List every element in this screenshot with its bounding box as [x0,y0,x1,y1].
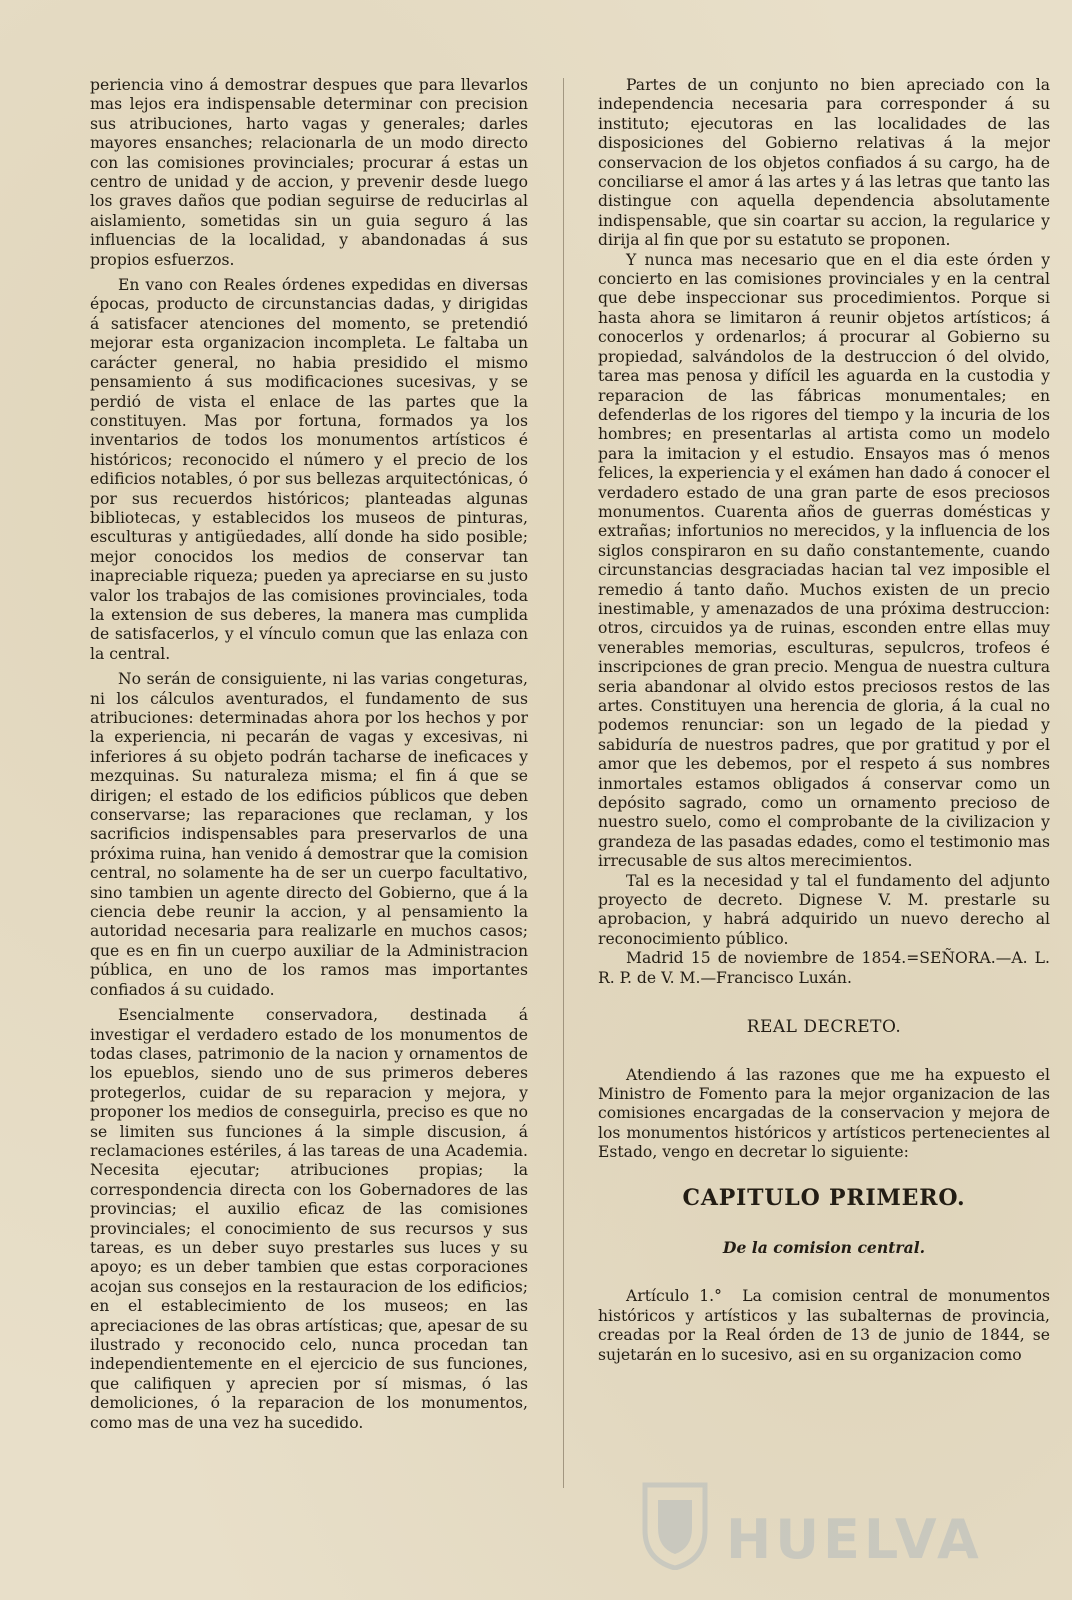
right-paragraph-1: Partes de un conjunto no bien apreciado con la independencia necesaria para corresponder á su instituto; ejecutoras en las localidades de las disposiciones del Gobierno relativas á la mejor conservacion de los objetos confiados á su cargo, ha de conciliarse el amor á las artes y á las letras que tanto las distingue con aquella dependencia absolutamente indispensable, que sin coartar su accion, la regularice y dirija al fin que por su estatuto se proponen. [598,76,1050,250]
article-1-label: Artículo 1.° [626,1287,722,1306]
section-title: De la comision central. [722,1237,926,1257]
column-divider [563,78,564,1488]
right-paragraph-2: Y nunca mas necesario que en el dia este órden y concierto en las comisiones provinciales y en la central que debe inspeccionar sus procedimientos. Porque si hasta ahora se limitaron á reunir objetos artísticos; á conocerlos y ordenarlos; á procurar al Gobierno su propiedad, salvándolos de la destruccion ó del olvido, tarea mas penosa y difícil les aguarda en la custodia y reparacion de las fábricas monumentales; en defenderlas de los rigores del tiempo y la incuria de los hombres; en presentarlas al artista como un modelo para la imitacion y el estudio. Ensayos mas ó menos felices, la experiencia y el exámen han dado á conocer el verdadero estado de una gran parte de esos preciosos monumentos. Cuarenta años de guerras domésticas y extrañas; infortunios no merecidos, y la influencia de los siglos conspiraron en su daño constantemente, cuando circunstancias desgraciadas hacian tal vez imposible el remedio á tanto daño. Muchos existen de un precio inestimable, y amenazados de una próxima destruccion: otros, circuidos ya de ruinas, esconden entre ellas muy venerables memorias, esculturas, sepulcros, trofeos é inscripciones de gran precio. Mengua de nuestra cultura seria abandonar al olvido estos preciosos restos de las artes. Constituyen una herencia de gloria, á la cual no podemos renunciar: son un legado de la piedad y sabiduría de nuestros padres, que por gratitud y por el amor que les debemos, por el respeto á sus nombres inmortales estamos obligados á conservar como un depósito sagrado, como un ornamento precioso de nuestro suelo, como el comprobante de la civilizacion y grandeza de las pasadas edades, como el testimonio mas irrecusable de sus altos merecimientos. [598,250,1050,871]
left-paragraph-2: En vano con Reales órdenes expedidas en diversas épocas, producto de circunstancias dadas, y dirigidas á satisfacer atenciones del momento, se pretendió mejorar esta organizacion incompleta. Le faltaba un carácter general, no habia presidido el mismo pensamiento á sus modificaciones sucesivas, y se perdió de vista el enlace de las partes que la constituyen. Mas por fortuna, formados ya los inventarios de todos los monumentos artísticos é históricos; reconocido el número y el precio de los edificios notables, ó por sus bellezas arquitectónicas, ó por sus recuerdos históricos; planteadas algunas bibliotecas, y establecidos los museos de pinturas, esculturas y antigüedades, allí donde ha sido posible; mejor conocidos los medios de conservar tan inapreciable riqueza; pueden ya apreciarse en su justo valor los trabajos de las comisiones provinciales, toda la extension de sus deberes, la manera mas cumplida de satisfacerlos, y el vínculo comun que las enlaza con la central. [90,276,528,663]
decree-intro: Atendiendo á las razones que me ha expuesto el Ministro de Fomento para la mejor organizacion de las comisiones encargadas de la conservacion y mejora de los monumentos históricos y artísticos pertenecientes al Estado, vengo en decretar lo siguiente: [598,1065,1050,1162]
right-paragraph-3: Tal es la necesidad y tal el fundamento del adjunto proyecto de decreto. Dignese V. M. prestarle su aprobacion, y habrá adquirido un nuevo derecho al reconocimiento público. [598,871,1050,948]
decree-title: REAL DECRETO. [746,1017,902,1038]
left-column [90,76,528,1433]
left-paragraph-3: No serán de consiguiente, ni las varias congeturas, ni los cálculos aventurados, el fundamento de sus atribuciones: determinadas ahora por los hechos y por la experiencia, ni pecarán de vagas y excesivas, ni inferiores á su objeto podrán tacharse de ineficaces y mezquinas. Su naturaleza misma; el fin á que se dirigen; el estado de los edificios públicos que deben conservarse; las reparaciones que reclaman, y los sacrificios indispensables para preservarlos de una próxima ruina, han venido á demostrar que la comision central, no solamente ha de ser un cuerpo facultativo, sino tambien un agente directo del Gobierno, que á la ciencia debe reunir la accion, y al pensamiento la autoridad necesaria para realizarle en muchos casos; que es en fin un cuerpo auxiliar de la Administracion pública, en uno de los ramos mas importantes confiados á su cuidado. [90,670,528,999]
library-watermark [630,1470,990,1580]
article-1-text: La comision central de monumentos históricos y artísticos y las subalternas de provincia, creadas por la Real órden de 13 de junio de 1844, se sujetarán en lo sucesivo, asi en su organizacion como [598,1287,1050,1364]
left-paragraph-1: periencia vino á demostrar despues que para llevarlos mas lejos era indispensable determinar con precision sus atribuciones, harto vagas y generales; darles mayores ensanches; relacionarla de un modo directo con las comisiones provinciales; procurar á estas un centro de unidad y de accion, y prevenir desde luego los graves daños que podian seguirse de reducirlas al aislamiento, sometidas sin un guia seguro á las influencias de la localidad, y abandonadas á sus propios esfuerzos. [90,76,528,269]
article-1 [598,1287,1050,1365]
right-column [598,76,1050,1365]
left-paragraph-4: Esencialmente conservadora, destinada á investigar el verdadero estado de los monumentos de todas clases, patrimonio de la nacion y ornamentos de los epueblos, siendo uno de sus primeros deberes protegerlos, cuidar de su reparacion y mejora, y proponer los medios de conseguirla, preciso es que no se limiten sus funciones á la simple discusion, á reclamaciones estériles, á las tareas de una Academia. Necesita ejecutar; atribuciones propias; la correspondencia directa con los Gobernadores de las provincias; el auxilio eficaz de las comisiones provinciales; el conocimiento de sus recursos y sus tareas, es un deber suyo prestarles sus luces y su apoyo; es un deber tambien que estas corporaciones acojan sus consejos en la restauracion de los edificios; en el establecimiento de los museos; en las apreciaciones de las obras artísticas; que, apesar de su ilustrado y reconocido celo, nunca procedan tan independientemente en el ejercicio de sus funciones, que califiquen y aprecien por sí mismas, ó las demoliciones, ó la reparacion de los monumentos, como mas de una vez ha sucedido. [90,1006,528,1432]
shield-icon [640,1480,710,1570]
chapter-title: CAPITULO PRIMERO. [682,1184,966,1211]
watermark-text: HUELVA [726,1508,983,1571]
signature-line: Madrid 15 de noviembre de 1854.=SEÑORA.—A. L. R. P. de V. M.—Francisco Luxán. [598,949,1050,987]
